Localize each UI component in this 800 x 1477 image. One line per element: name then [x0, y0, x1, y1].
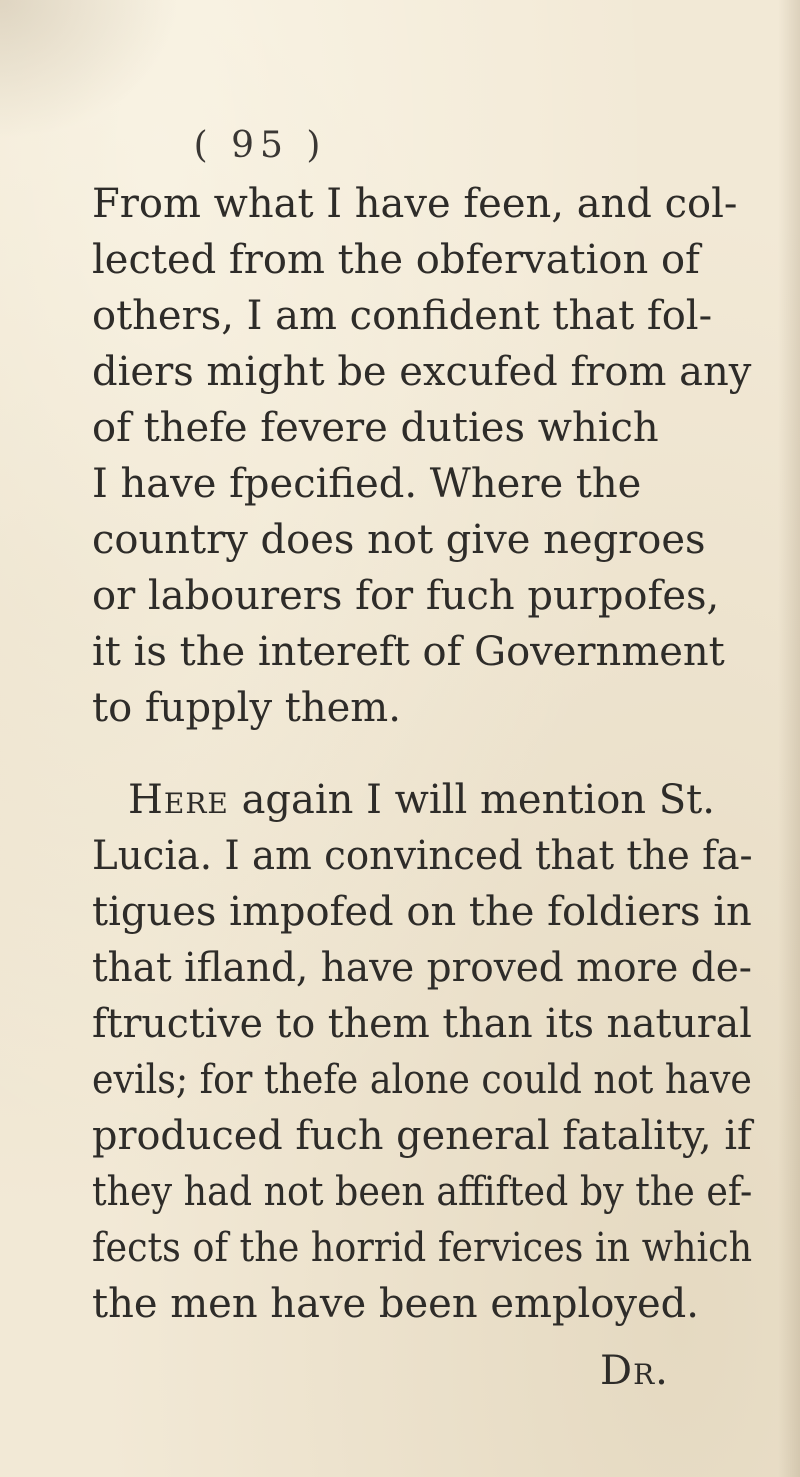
page-stain [0, 0, 180, 140]
paragraph-lead-word: Here [128, 777, 229, 823]
text-line: or labourers for fuch purpofes, [92, 573, 720, 619]
text-line: fects of the horrid fervices in which [92, 1225, 753, 1271]
page-number: ( 95 ) [193, 125, 327, 166]
catchword: Dr. [600, 1348, 669, 1394]
text-line: From what I have feen, and col- [92, 181, 738, 227]
text-line: evils; for thefe alone could not have [92, 1057, 752, 1103]
text-line: the men have been employed. [92, 1281, 699, 1327]
text-span: again I will mention St. [241, 777, 715, 823]
text-line: country does not give negroes [92, 517, 706, 563]
text-line: to fupply them. [92, 685, 401, 731]
text-line: they had not been affifted by the ef- [92, 1169, 753, 1215]
text-line: produced fuch general fatality, if [92, 1113, 752, 1159]
text-line: that ifland, have proved more de- [92, 945, 752, 991]
page-edge-shadow [778, 0, 800, 1477]
text-line: diers might be excufed from any [92, 349, 752, 395]
text-line: I have fpecified. Where the [92, 461, 642, 507]
text-line: lected from the obfervation of [92, 237, 700, 283]
text-line: of thefe fevere duties which [92, 405, 659, 451]
text-line: ftructive to them than its natural [92, 1001, 752, 1047]
text-line [128, 776, 752, 828]
text-line: tigues impofed on the foldiers in [92, 889, 752, 935]
text-line: others, I am confident that fol- [92, 293, 713, 339]
text-line: it is the intereft of Government [92, 629, 725, 675]
text-line: Lucia. I am convinced that the fa- [92, 833, 753, 879]
